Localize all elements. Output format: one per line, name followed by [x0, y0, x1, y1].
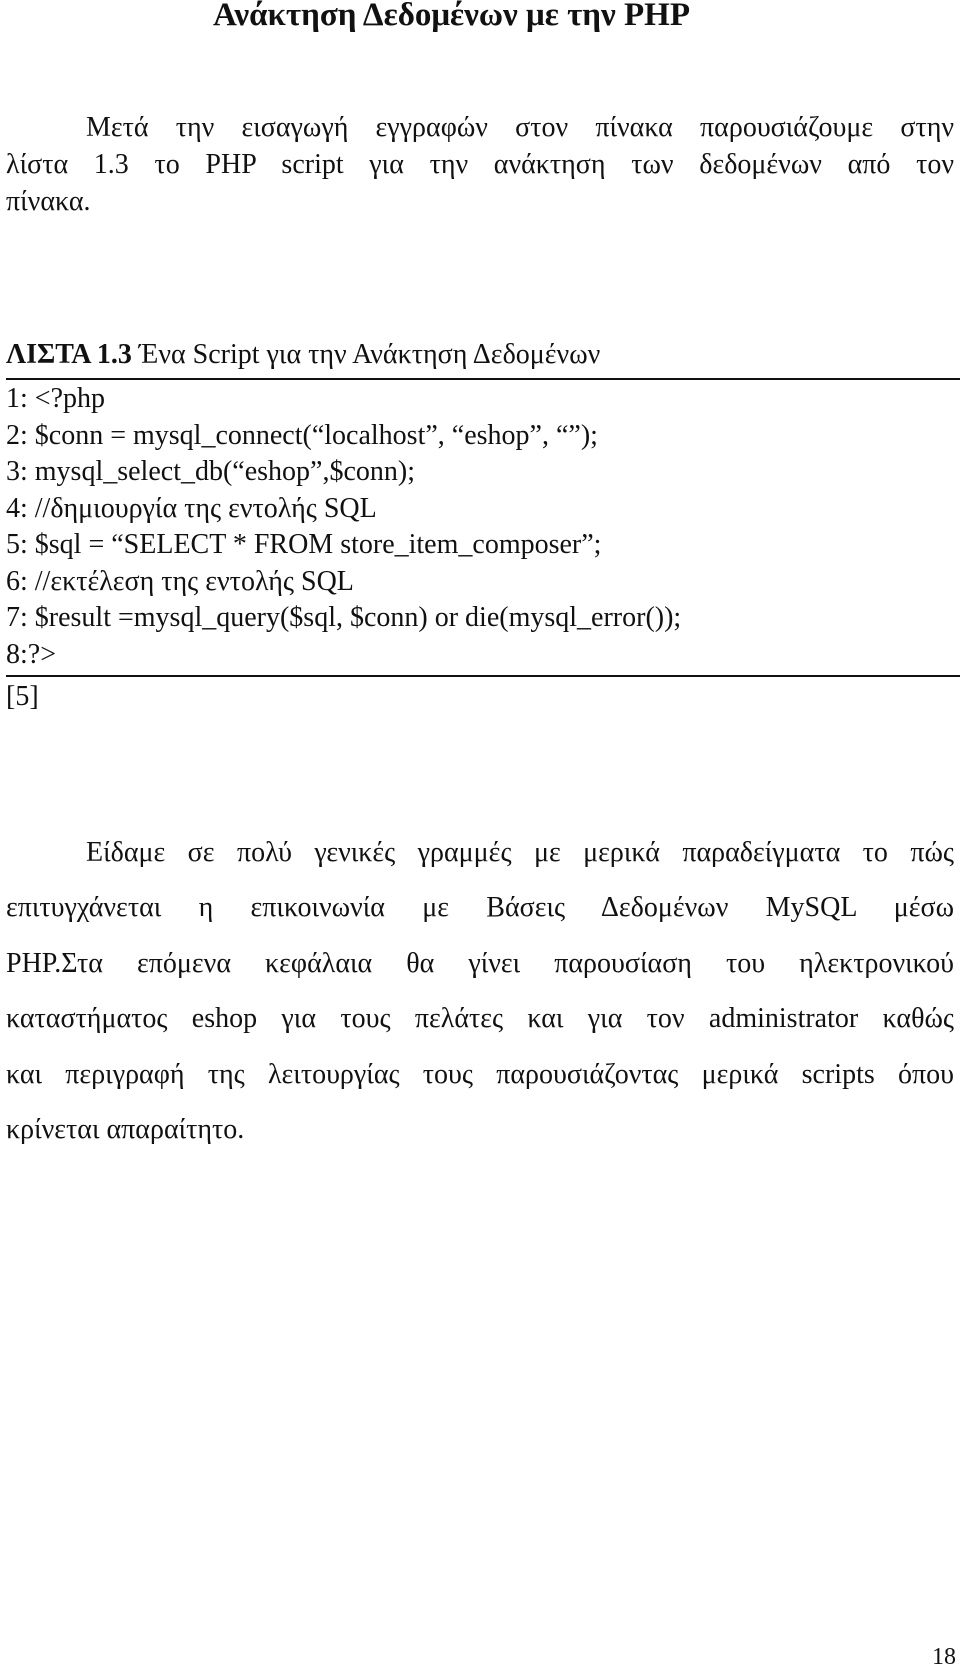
code-listing: [6, 381, 681, 673]
intro-line: Μετά την εισαγωγή εγγραφών στον πίνακα παρουσιάζουμε στην: [86, 112, 954, 143]
code-line: 3: mysql_select_db(“eshop”,$conn);: [6, 456, 416, 487]
intro-paragraph: [6, 109, 954, 220]
reference-citation: [5]: [6, 681, 39, 712]
body-line: Είδαμε σε πολύ γενικές γραμμές με μερικά παραδείγματα το πώς: [86, 837, 954, 868]
listing-top-rule: [6, 378, 960, 380]
listing-caption: [6, 336, 600, 374]
body-line: καταστήματος eshop για τους πελάτες και για τον administrator καθώς: [6, 1003, 954, 1035]
listing-caption-text: Ένα Script για την Ανάκτηση Δεδομένων: [131, 339, 601, 370]
code-line: 5: $sql = “SELECT * FROM store_item_composer”;: [6, 529, 602, 560]
body-line: και περιγραφή της λειτουργίας τους παρουσιάζοντας μερικά scripts όπου: [6, 1058, 954, 1090]
code-line: 7: $result =mysql_query($sql, $conn) or die(mysql_error());: [6, 602, 682, 633]
section-title: Ανάκτηση Δεδομένων με την PHP: [213, 0, 691, 33]
body-line: κρίνεται απαραίτητο.: [6, 1114, 245, 1146]
intro-line: λίστα 1.3 το PHP script για την ανάκτηση των δεδομένων από τον: [6, 149, 954, 180]
body-paragraph: [6, 825, 954, 1157]
listing-bottom-rule: [6, 675, 960, 677]
body-line: επιτυγχάνεται η επικοινωνία με Βάσεις Δεδομένων MySQL μέσω: [6, 892, 954, 924]
intro-line: πίνακα.: [6, 186, 91, 217]
code-line: 6: //εκτέλεση της εντολής SQL: [6, 565, 354, 597]
code-line: 1: <?php: [6, 383, 105, 414]
page-number: 18: [932, 1644, 956, 1670]
listing-label: ΛΙΣΤΑ 1.3: [6, 339, 132, 370]
code-line: 2: $conn = mysql_connect(“localhost”, “eshop”, “”);: [6, 419, 598, 451]
code-line: 4: //δημιουργία της εντολής SQL: [6, 492, 377, 524]
code-line: 8:?>: [6, 638, 56, 670]
body-line: PHP.Στα επόμενα κεφάλαια θα γίνει παρουσίαση του ηλεκτρονικού: [6, 947, 954, 979]
